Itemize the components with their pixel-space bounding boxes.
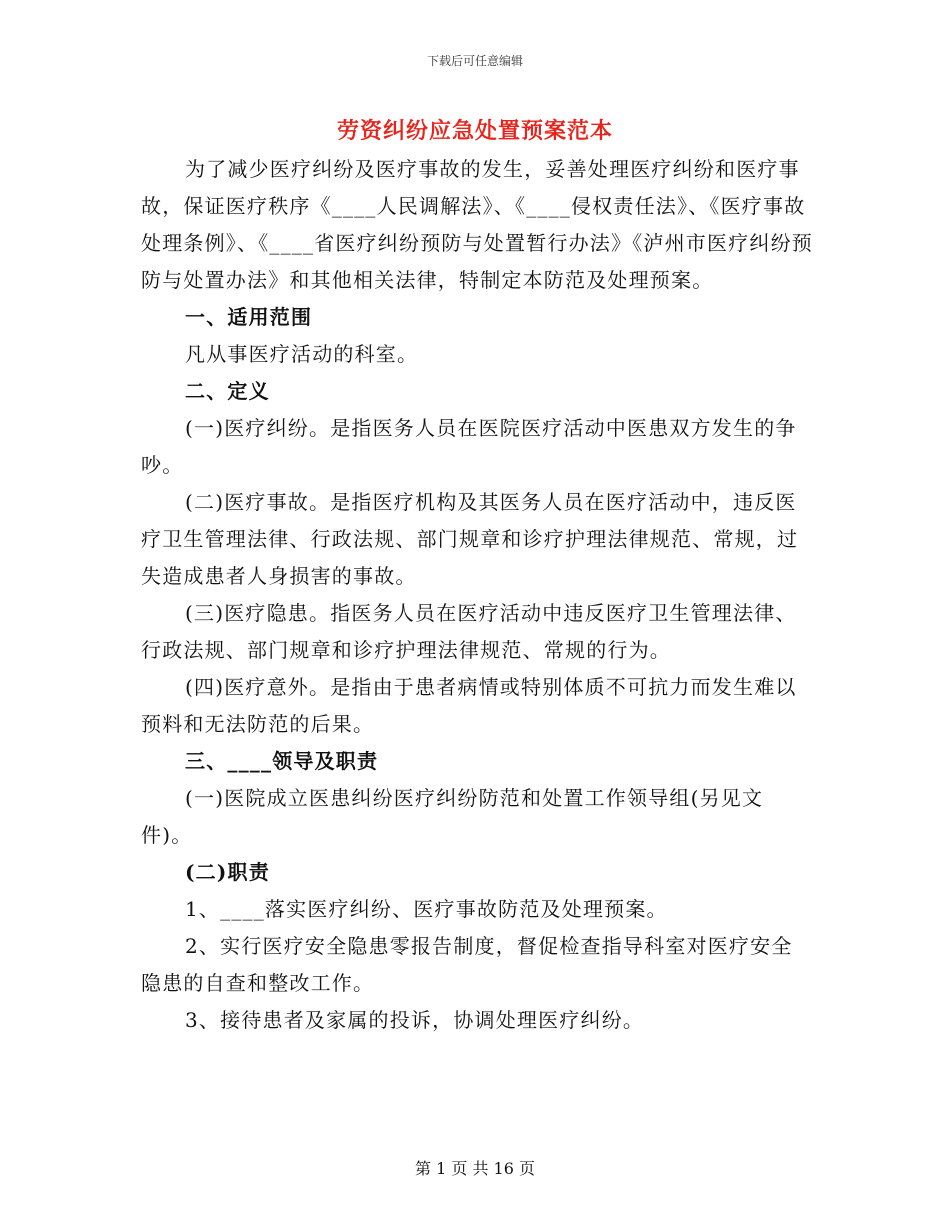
definition-paragraph: (一)医疗纠纷。是指医务人员在医院医疗活动中医患双方发生的争吵。 bbox=[141, 416, 797, 477]
definition-paragraph: (四)医疗意外。是指由于患者病情或特别体质不可抗力而发生难以预料和无法防范的后果。 bbox=[141, 675, 797, 736]
leadership-paragraph: (一)医院成立医患纠纷医疗纠纷防范和处置工作领导组(另见文件)。 bbox=[141, 786, 764, 847]
duty-item: 1、____落实医疗纠纷、医疗事故防范及处理预案。 bbox=[185, 897, 668, 921]
section-heading-definitions: 二、定义 bbox=[185, 379, 270, 403]
scope-paragraph: 凡从事医疗活动的科室。 bbox=[185, 342, 419, 366]
page-header-note: 下载后可任意编辑 bbox=[426, 54, 523, 68]
document-title: 劳资纠纷应急处置预案范本 bbox=[336, 118, 613, 144]
definition-paragraph: (二)医疗事故。是指医疗机构及其医务人员在医疗活动中，违反医疗卫生管理法律、行政法规、部门规章和诊疗护理法律规范、常规，过失造成患者人身损害的事故。 bbox=[141, 490, 799, 588]
document-body bbox=[141, 151, 813, 1039]
intro-paragraph: 为了减少医疗纠纷及医疗事故的发生，妥善处理医疗纠纷和医疗事故，保证医疗秩序《____人民调解法》、《____侵权责任法》、《医疗事故处理条例》、《____省医疗纠纷预防与处置暂行办法》《泸州市医疗纠纷预防与处置办法》和其他相关法律，特制定本防范及处理预案。 bbox=[141, 157, 813, 292]
duty-item: 3、接待患者及家属的投诉，协调处理医疗纠纷。 bbox=[185, 1008, 645, 1032]
section-heading-leadership: 三、____领导及职责 bbox=[185, 749, 379, 773]
section-heading-scope: 一、适用范围 bbox=[185, 305, 313, 329]
duty-item: 2、实行医疗安全隐患零报告制度，督促检查指导科室对医疗安全隐患的自查和整改工作。 bbox=[141, 934, 793, 995]
definition-paragraph: (三)医疗隐患。指医务人员在医疗活动中违反医疗卫生管理法律、行政法规、部门规章和诊疗护理法律规范、常规的行为。 bbox=[141, 601, 797, 662]
subheading-duties: (二)职责 bbox=[185, 860, 270, 884]
page-number: 第 1 页 共 16 页 bbox=[415, 1159, 535, 1178]
